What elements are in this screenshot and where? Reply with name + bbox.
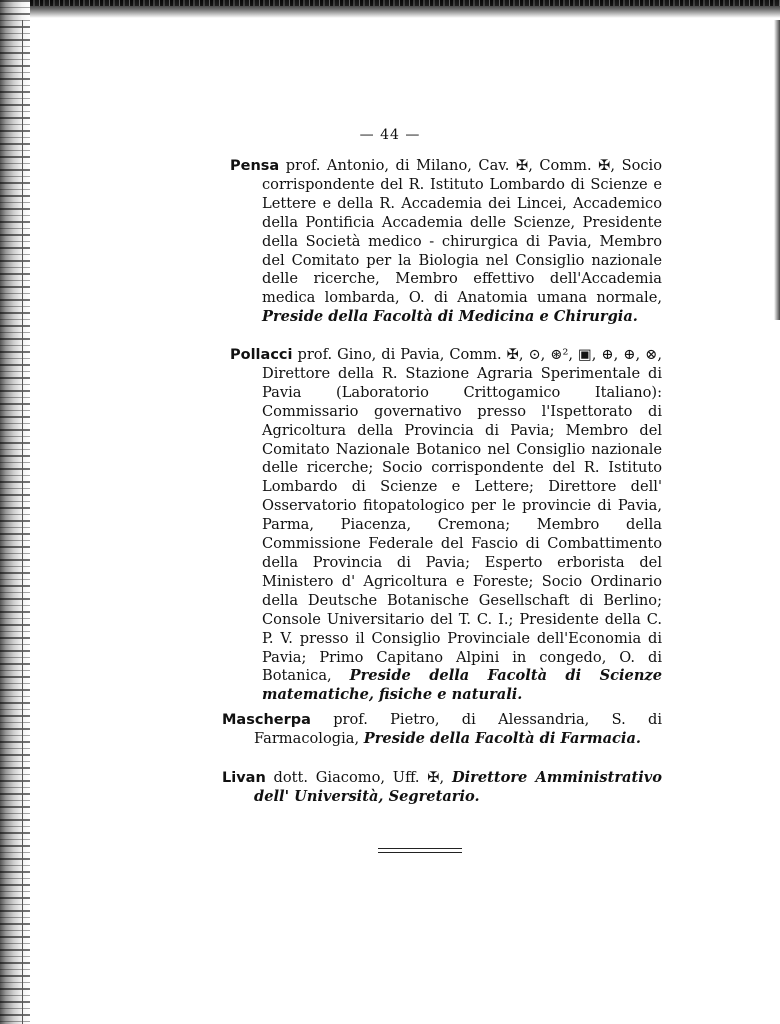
entry-mascherpa xyxy=(222,711,662,749)
entry-role: Preside della Facoltà di Farmacia. xyxy=(363,729,642,747)
scan-right-edge xyxy=(774,20,780,320)
entry-livan xyxy=(222,769,662,807)
entry-role: Direttore Amministrativo dell' Università, Segretario. xyxy=(254,769,662,805)
entry-text: dott. Giacomo, Uff. ✠, xyxy=(273,769,445,786)
entry-role: Preside della Facoltà di Medicina e Chirurgia. xyxy=(262,308,638,326)
closing-double-rule xyxy=(378,848,462,853)
entry-text: prof. Antonio, di Milano, Cav. ✠, Comm. ✠, Socio corrispondente del R. Istituto Lombardo di Scienze e Lettere e della R. Accademia dei Lincei, Accademico della Pontificia Accademia delle Scienze, Presidente della Società medico - chirurgica di Pavia, Membro del Comitato per la Biologia nel Consiglio nazionale delle ricerche, Membro effettivo dell'Accademia medica lombarda, O. di Anatomia umana normale, xyxy=(262,157,663,307)
entry-role: Preside della Facoltà di Scienze matematiche, fisiche e naturali. xyxy=(262,667,663,704)
entry-text: prof. Pietro, di Alessandria, S. di Farmacologia, xyxy=(254,711,662,747)
entry-text: prof. Gino, di Pavia, Comm. ✠, ⊙, ⊛², ▣, ⊕, ⊕, ⊗, Direttore della R. Stazione Agraria Sperimentale di Pavia (Laboratorio Crittogamico Italiano): Commissario governativo presso l'Ispettorato di Agricoltura della Provincia di Pavia; Membro del Comitato Nazionale Botanico nel Consiglio nazionale delle ricerche; Socio corrispondente del R. Istituto Lombardo di Scienze e Lettere; Direttore dell' Osservatorio fitopatologico per le provincie di Pavia, Parma, Piacenza, Cremona; Membro della Commissione Federale del Fascio di Combattimento della Provincia di Pavia; Esperto erborista del Ministero d' Agricoltura e Foreste; Socio Ordinario della Deutsche Botanische Gesellschaft di Berlino; Console Universitario del T. C. I.; Presidente della C. P. V. presso il Consiglio Provinciale dell'Economia di Pavia; Primo Capitano Alpini in congedo, O. di Botanica, xyxy=(262,346,662,685)
scan-binding-edge xyxy=(0,0,30,1024)
entry-pensa xyxy=(230,157,662,327)
page-number: — 44 — xyxy=(359,127,421,143)
entry-pollacci xyxy=(230,346,662,705)
entry-name: Mascherpa xyxy=(222,712,311,728)
scan-top-edge xyxy=(0,0,780,18)
entry-name: Livan xyxy=(222,770,266,786)
entry-name: Pensa xyxy=(230,158,280,174)
entry-name: Pollacci xyxy=(230,347,293,363)
